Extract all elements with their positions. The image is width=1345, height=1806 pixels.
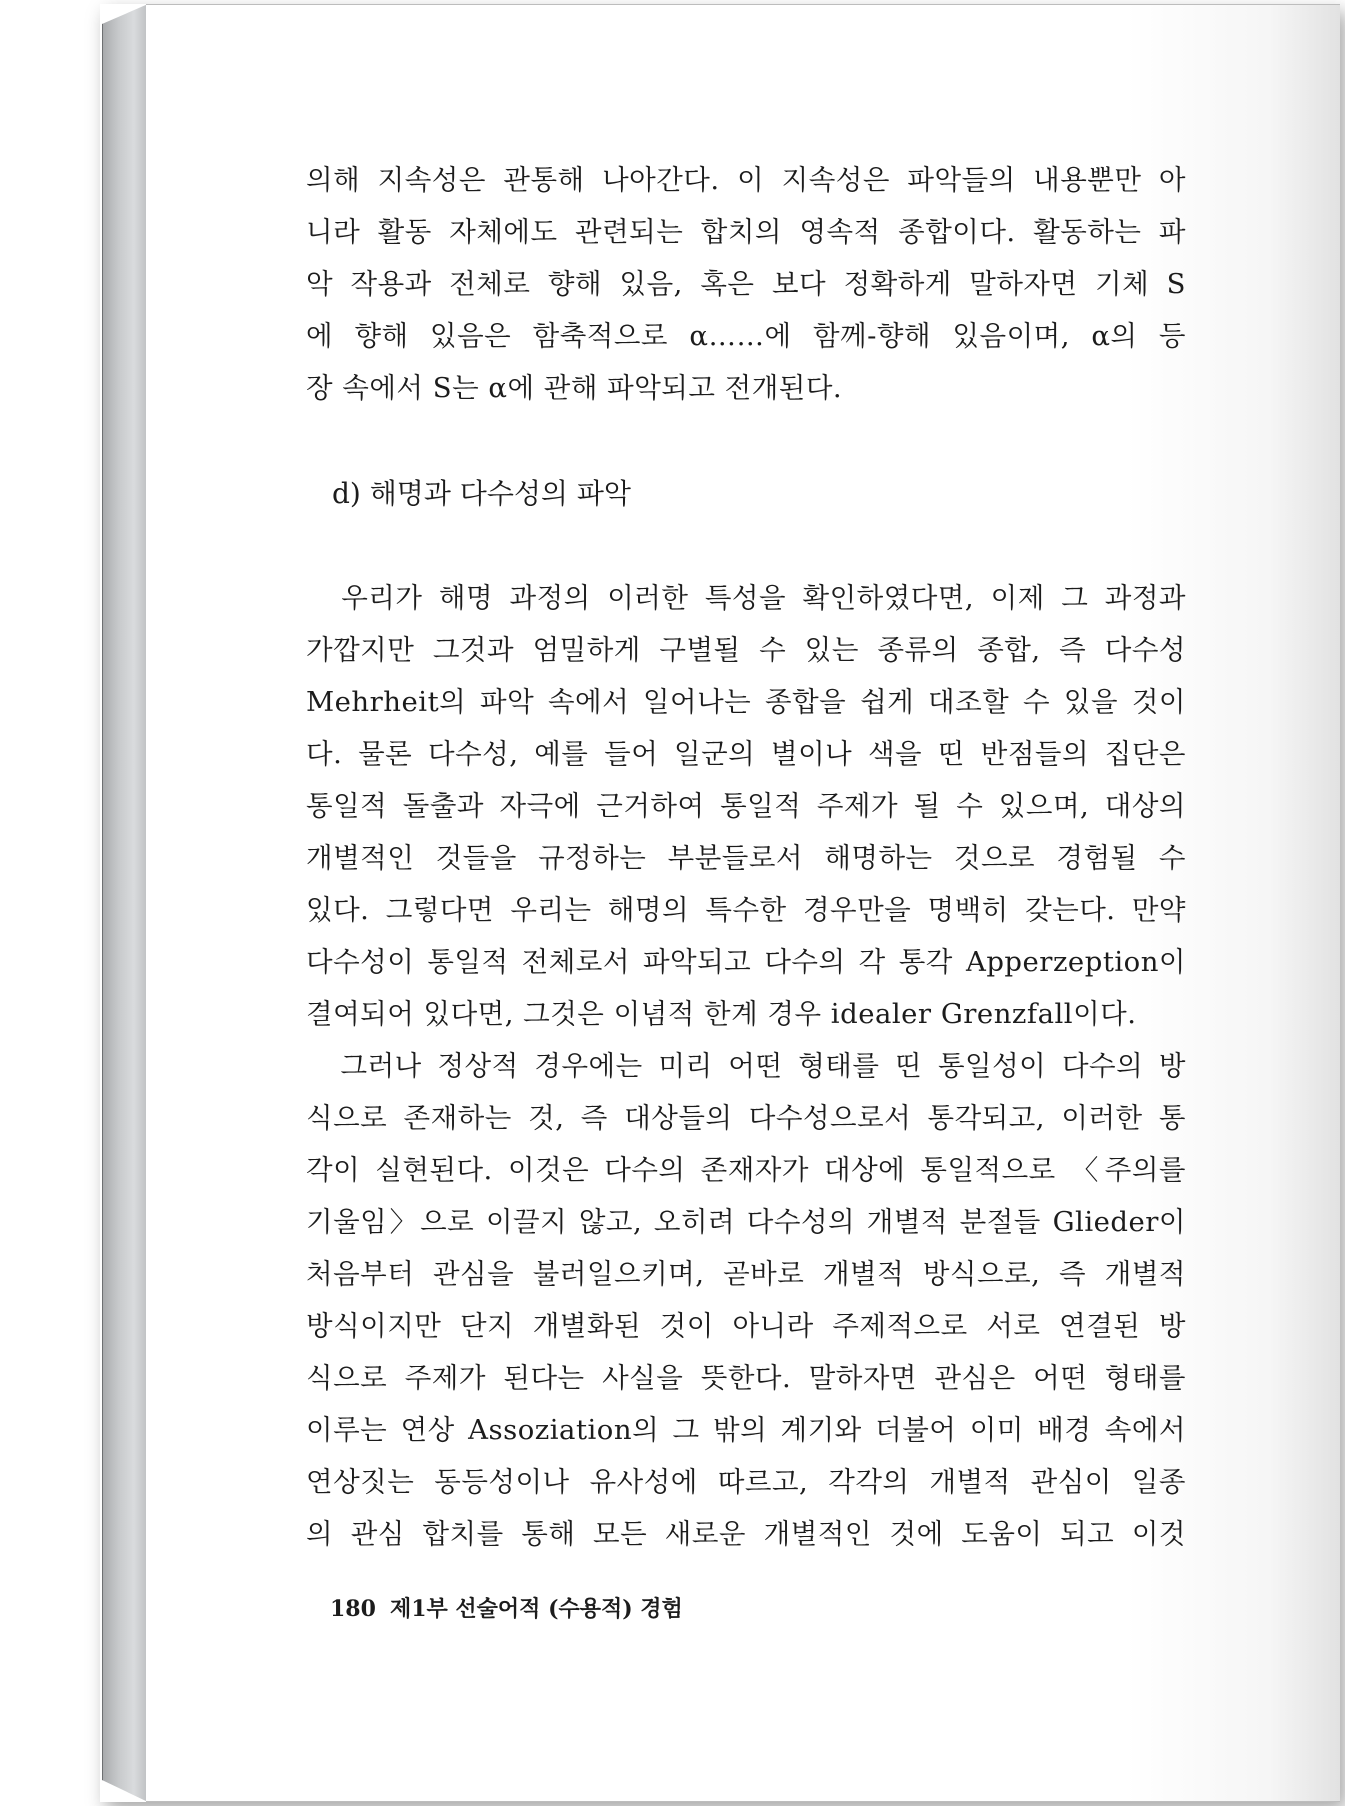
text-line: 다수성이 통일적 전체로서 파악되고 다수의 각 통각 Apperzeption이 bbox=[306, 946, 1186, 978]
text-line: 방식이지만 단지 개별화된 것이 아니라 주제적으로 서로 연결된 방 bbox=[306, 1310, 1186, 1342]
paragraph-multiplicity bbox=[306, 572, 1186, 1040]
text-line: 그러나 정상적 경우에는 미리 어떤 형태를 띤 통일성이 다수의 방 bbox=[306, 1050, 1186, 1082]
page-footer bbox=[330, 1592, 683, 1623]
text-line: 통일적 돌출과 자극에 근거하여 통일적 주제가 될 수 있으며, 대상의 bbox=[306, 790, 1186, 822]
text-line: 의해 지속성은 관통해 나아간다. 이 지속성은 파악들의 내용뿐만 아 bbox=[306, 164, 1186, 196]
text-line: 악 작용과 전체로 향해 있음, 혹은 보다 정확하게 말하자면 기체 S bbox=[306, 268, 1186, 300]
text-line: 결여되어 있다면, 그것은 이념적 한계 경우 idealer Grenzfall이다. bbox=[306, 998, 1137, 1030]
text-line: 각이 실현된다. 이것은 다수의 존재자가 대상에 통일적으로 〈주의를 bbox=[306, 1154, 1186, 1186]
text-line: 이루는 연상 Assoziation의 그 밖의 계기와 더불어 이미 배경 속에서 bbox=[306, 1414, 1186, 1446]
text-line: 기울임〉으로 이끌지 않고, 오히려 다수성의 개별적 분절들 Glieder이 bbox=[306, 1206, 1186, 1238]
paragraph-top bbox=[306, 154, 1186, 414]
text-line: 식으로 주제가 된다는 사실을 뜻한다. 말하자면 관심은 어떤 형태를 bbox=[306, 1362, 1186, 1394]
text-line: 에 향해 있음은 함축적으로 α……에 함께-향해 있음이며, α의 등 bbox=[306, 320, 1186, 352]
text-line: 다. 물론 다수성, 예를 들어 일군의 별이나 색을 띤 반점들의 집단은 bbox=[306, 738, 1186, 770]
text-line: 장 속에서 S는 α에 관해 파악되고 전개된다. bbox=[306, 372, 843, 404]
text-line: Mehrheit의 파악 속에서 일어나는 종합을 쉽게 대조할 수 있을 것이 bbox=[306, 686, 1186, 718]
running-title: 제1부 선술어적 (수용적) 경험 bbox=[389, 1596, 683, 1622]
text-line: 처음부터 관심을 불러일으키며, 곧바로 개별적 방식으로, 즉 개별적 bbox=[306, 1258, 1186, 1290]
book-spine bbox=[102, 4, 148, 1802]
text-line: 연상짓는 동등성이나 유사성에 따르고, 각각의 개별적 관심이 일종 bbox=[306, 1466, 1186, 1498]
section-heading: d) 해명과 다수성의 파악 bbox=[332, 477, 631, 510]
text-line: 니라 활동 자체에도 관련되는 합치의 영속적 종합이다. 활동하는 파 bbox=[306, 216, 1186, 248]
text-line: 의 관심 합치를 통해 모든 새로운 개별적인 것에 도움이 되고 이것 bbox=[306, 1518, 1186, 1550]
text-line: 있다. 그렇다면 우리는 해명의 특수한 경우만을 명백히 갖는다. 만약 bbox=[306, 894, 1186, 926]
page-number: 180 bbox=[330, 1596, 376, 1622]
text-line: 우리가 해명 과정의 이러한 특성을 확인하였다면, 이제 그 과정과 bbox=[306, 582, 1186, 614]
paragraph-normal-case bbox=[306, 1040, 1186, 1560]
text-line: 개별적인 것들을 규정하는 부분들로서 해명하는 것으로 경험될 수 bbox=[306, 842, 1186, 874]
text-line: 식으로 존재하는 것, 즉 대상들의 다수성으로서 통각되고, 이러한 통 bbox=[306, 1102, 1186, 1134]
text-line: 가깝지만 그것과 엄밀하게 구별될 수 있는 종류의 종합, 즉 다수성 bbox=[306, 634, 1186, 666]
